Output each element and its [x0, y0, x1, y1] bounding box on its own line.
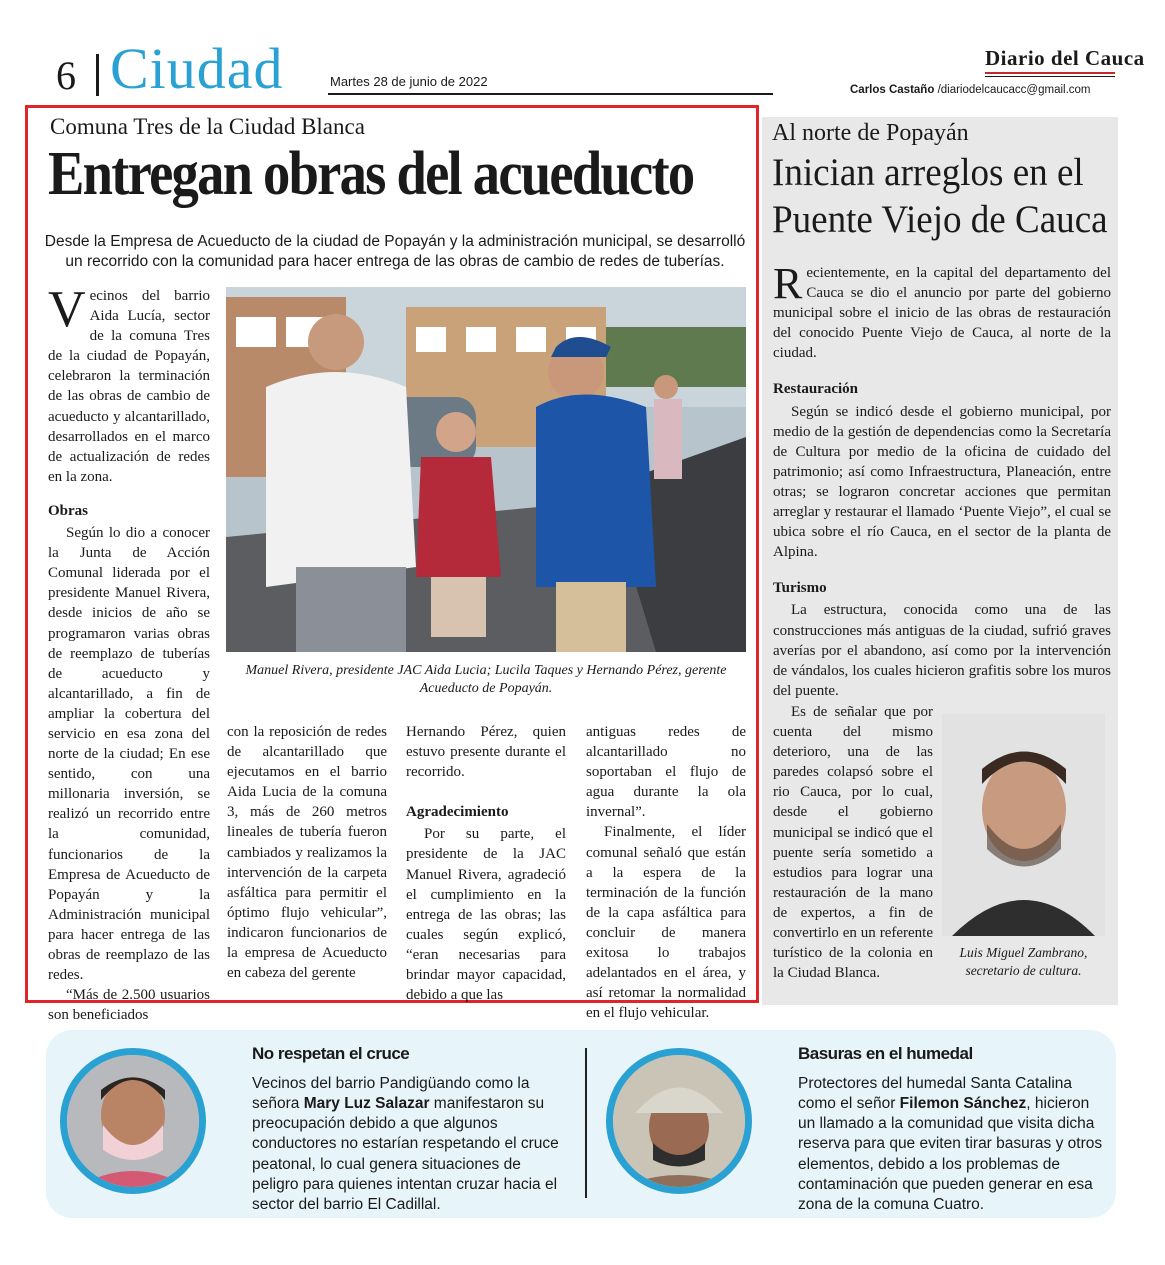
- article-headline: Entregan obras del acueducto: [48, 140, 694, 208]
- masthead-logo: Diario del Cauca: [985, 46, 1145, 70]
- side-headline-line: Puente Viejo de Cauca: [772, 197, 1108, 241]
- portrait-photo: [942, 714, 1105, 936]
- date-rule: [328, 93, 773, 95]
- article-deck: Desde la Empresa de Acueducto de la ciudad de Popayán y la administración municipal, se desarrolló un recorrido con la comunidad para hacer entrega de las obras de cambio de redes de tuberías.: [44, 233, 746, 271]
- issue-date: Martes 28 de junio de 2022: [330, 74, 488, 89]
- portrait-caption: Luis Miguel Zambrano, secretario de cultura.: [959, 945, 1088, 978]
- woman-mask-photo: [67, 1055, 199, 1187]
- header-divider: [96, 54, 99, 96]
- brief-text: , hicieron un llamado a la comunidad que visita dicha reserva para que eviten tirar basuras y otros elementos, debido a los problemas de contaminación que pueden generar en esa zona de la comuna Cuatro.: [798, 1095, 1103, 1213]
- paragraph: “Más de 2.500 usuarios son beneficiados: [48, 987, 210, 1024]
- masthead-rule: [985, 72, 1115, 74]
- subhead-agradecimiento: Agradecimiento: [406, 804, 509, 821]
- paragraph: con la reposición de redes de alcantarillado que ejecutamos en el barrio Aida Lucia de la comuna 3, más de 260 metros lineales de tubería fueron cambiados y realizamos la intervención de la carpeta asfáltica para permitir el óptimo flujo vehicular”, indicaron funcionarios de la empresa de Acueducto en cabeza del gerente: [227, 724, 387, 982]
- author-email[interactable]: /diariodelcaucacc@gmail.com: [937, 84, 1091, 96]
- author-name: Carlos Castaño: [850, 84, 935, 96]
- paragraph: ecientemente, en la capital del departamento del Cauca se dio el anuncio por parte del gobierno municipal sobre el inicio de las obras de restauración del conocido Puente Viejo de Cauca, al norte de la ciudad.: [773, 265, 1111, 362]
- portrait-image: [942, 714, 1105, 936]
- brief-text: manifestaron su preocupación debido a que algunos conductores no estarían respetando el cruce peatonal, lo cual genera situaciones de peligro para quienes intentan cruzar hacia el sector del barrio El Cadillal.: [252, 1095, 559, 1213]
- drop-cap: R: [773, 259, 803, 308]
- brief-portrait-2: [606, 1048, 752, 1194]
- brief-divider: [585, 1048, 587, 1198]
- author-line: [850, 84, 1091, 96]
- brief-text-1: [252, 1074, 562, 1215]
- paragraph: La estructura, conocida como una de las construcciones más antiguas de la ciudad, sufrió graves averías por el abandono, así como por la intervención de vándalos, los cuales hicieron grafitis sobre los muros del puente.: [773, 602, 1111, 699]
- street-scene-photo: [226, 287, 746, 652]
- article-column-4: [586, 722, 746, 1023]
- paragraph: Hernando Pérez, quien estuvo presente durante el recorrido.: [406, 724, 566, 781]
- drop-cap: V: [48, 281, 86, 338]
- article-photo: [226, 287, 746, 652]
- side-headline-line: Inician arreglos en el: [772, 151, 1084, 194]
- side-kicker: Al norte de Popayán: [772, 120, 969, 146]
- brief-text-2: [798, 1074, 1108, 1215]
- photo-caption: Manuel Rivera, presidente JAC Aida Lucia; Lucila Taques y Hernando Pérez, gerente Acueducto de Popayán.: [245, 663, 727, 697]
- masthead-rule-thin: [985, 76, 1115, 77]
- brief-person-name: Mary Luz Salazar: [303, 1095, 430, 1113]
- article-kicker: Comuna Tres de la Ciudad Blanca: [50, 114, 365, 139]
- section-title: Ciudad: [110, 36, 284, 101]
- paragraph: Según se indicó desde el gobierno municipal, por medio de la gestión de dependencias como la Secretaría de Cultura por medio de la oficina de cuidado del patrimonio; así como Infraestructura, Planeación, entre otras; se lograron concretar acciones que permitan arreglar y restaurar el llamado ‘Puente Viejo”, el cual se ubica sobre el río Cauca, en el sector de la planta de Alpina.: [773, 403, 1111, 561]
- side-headline: [772, 150, 1108, 244]
- paragraph: Finalmente, el líder comunal señaló que están a la espera de la terminación de la función de la capa asfáltica para concluir de manera exitosa lo trabajos adelantados en el área, y así retomar la normalidad en el flujo vehicular.: [586, 824, 746, 1022]
- subhead-restauracion: Restauración: [773, 381, 858, 398]
- brief-portrait-1: [60, 1048, 206, 1194]
- side-article-body: [773, 259, 1111, 701]
- page-number: 6: [56, 53, 76, 98]
- side-article-body-wrap: [773, 702, 933, 983]
- brief-title-2: Basuras en el humedal: [798, 1044, 973, 1063]
- brief-person-name: Filemon Sánchez: [899, 1095, 1027, 1113]
- article-column-1: [48, 281, 210, 1025]
- brief-text: Vecinos del barrio Pandigüando como la señora: [252, 1075, 530, 1113]
- paragraph: Es de señalar que por cuenta del mismo deterioro, una de las paredes colapsó sobre el rio Cauca, por lo cual, desde el gobierno municipal se indicó que el puente sería sometido a estudios para lograr una restauración de la mano de expertos, a fin de convertirlo en un referente turístico de la colonia en la Ciudad Blanca.: [773, 704, 933, 982]
- paragraph: Por su parte, el presidente de la JAC Manuel Rivera, agradeció el cumplimiento en la entrega de las obras; las cuales según explicó, “eran necesarias para brindar mayor capacidad, debido a que las: [406, 826, 566, 1004]
- subhead-obras: Obras: [48, 502, 89, 519]
- paragraph: ecinos del barrio Aida Lucía, sector de la comuna Tres de la ciudad de Popayán, celebraron la terminación de las obras de cambio de acueducto y alcantarillado, desarrollados en el marco de actualización de redes en la zona.: [48, 288, 210, 485]
- article-column-3: [406, 722, 566, 1005]
- brief-text: Protectores del humedal Santa Catalina como el señor: [798, 1075, 1072, 1113]
- article-column-2: [227, 722, 387, 983]
- brief-title-1: No respetan el cruce: [252, 1044, 410, 1063]
- subhead-turismo: Turismo: [773, 580, 827, 597]
- paragraph: antiguas redes de alcantarillado no soportaban el flujo de agua durante la ola invernal”.: [586, 724, 746, 821]
- paragraph: Según lo dio a conocer la Junta de Acción Comunal liderada por el presidente Manuel Rivera, desde inicios de año se programaron varias obras de reemplazo de tuberías de acueducto y alcantarillado, a fin de ampliar la cobertura del servicio en esa zona del norte de la ciudad; En ese sentido, con una millonaria inversión, se realizó un recorrido entre la comunidad, funcionarios de la Empresa de Acueducto de Popayán y la Administración municipal para hacer entrega de las obras de reemplazo de las redes.: [48, 525, 210, 984]
- man-cap-photo: [613, 1055, 745, 1187]
